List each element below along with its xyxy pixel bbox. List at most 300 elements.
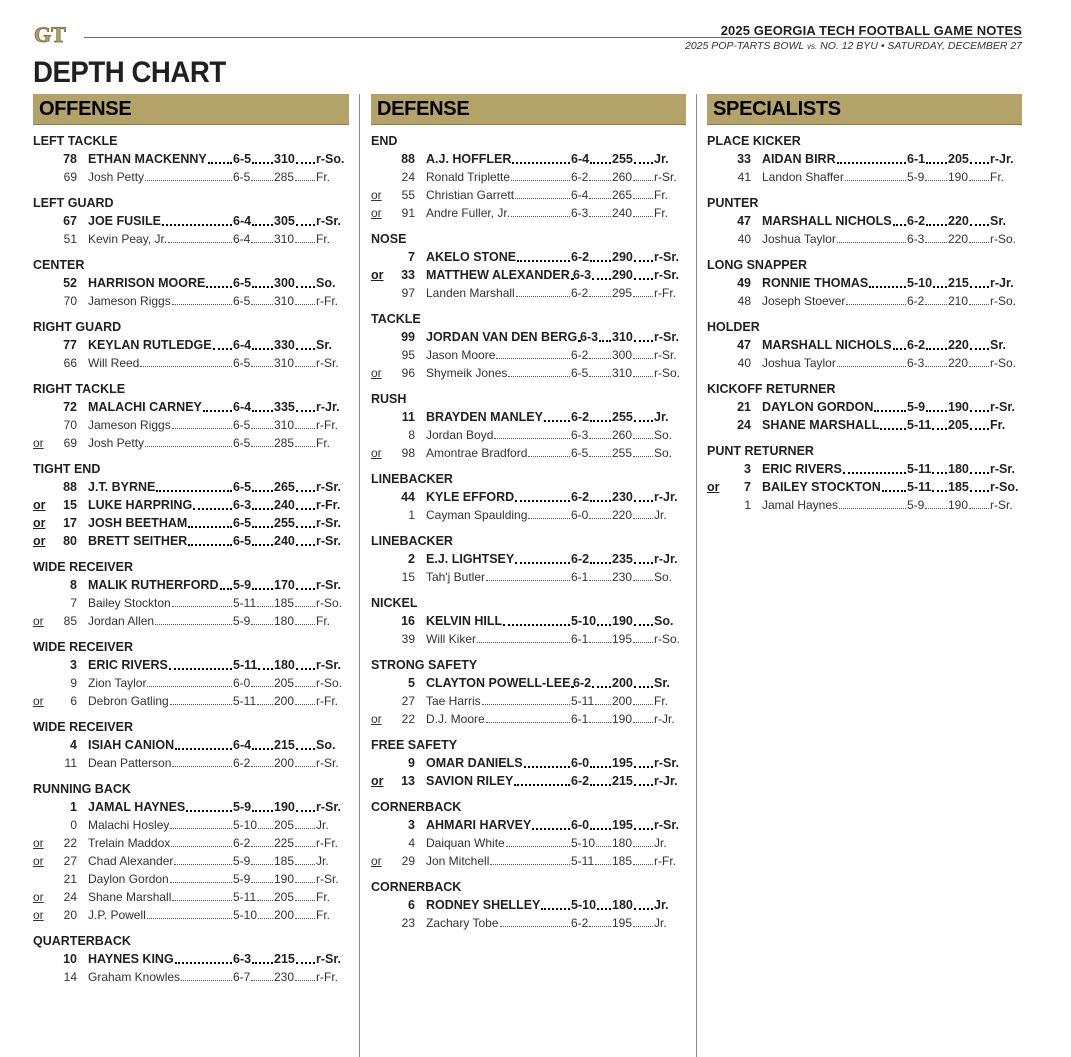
position-quarterback [33, 933, 349, 986]
player-height: 6-2 [571, 348, 589, 362]
player-row [371, 408, 686, 426]
leader-dots-1 [528, 518, 570, 519]
leader-dots-2 [590, 260, 611, 262]
leader-dots-3 [295, 606, 315, 607]
leader-dots-2 [595, 704, 611, 705]
player-name: Amontrae Bradford [426, 446, 528, 460]
position-label: LEFT GUARD [33, 196, 114, 210]
jersey-number: 22 [63, 836, 77, 850]
leader-dots-1 [220, 588, 232, 590]
player-row [33, 336, 349, 354]
player-row [33, 514, 349, 532]
position-label: RIGHT TACKLE [33, 382, 126, 396]
player-height: 6-5 [571, 446, 589, 460]
player-class: r-Fr. [316, 418, 338, 432]
position-tackle [371, 311, 686, 382]
player-weight: 195 [612, 632, 633, 646]
player-weight: 185 [274, 596, 295, 610]
leader-dots-3 [634, 260, 653, 262]
leader-dots-1 [477, 642, 570, 643]
player-weight: 305 [274, 214, 295, 228]
player-row [371, 204, 686, 222]
leader-dots-1 [516, 296, 570, 297]
player-name: LUKE HARPRING [88, 498, 193, 512]
player-class: r-Jr. [654, 490, 678, 504]
player-height: 6-4 [233, 738, 252, 752]
leader-dots-1 [837, 242, 906, 243]
position-label: LINEBACKER [371, 534, 453, 548]
jersey-number: 88 [401, 152, 415, 166]
player-height: 6-3 [580, 330, 599, 344]
leader-dots-3 [295, 882, 315, 883]
player-name: SHANE MARSHALL [762, 418, 880, 432]
leader-dots-1 [170, 704, 232, 705]
player-weight: 220 [948, 232, 969, 246]
leader-dots-1 [206, 286, 232, 288]
jersey-number: 6 [408, 898, 415, 912]
position-label: NOSE [371, 232, 407, 246]
player-class: Fr. [316, 170, 330, 184]
jersey-number: 69 [63, 436, 77, 450]
jersey-number: 51 [63, 232, 77, 246]
leader-dots-3 [295, 180, 315, 181]
position-label: WIDE RECEIVER [33, 560, 134, 574]
player-class: Sr. [654, 676, 670, 690]
player-weight: 215 [948, 276, 969, 290]
player-weight: 290 [612, 250, 633, 264]
leader-dots-3 [633, 926, 653, 927]
jersey-number: 4 [70, 738, 77, 752]
leader-dots-1 [880, 428, 906, 430]
svg-text:GT: GT [34, 22, 66, 47]
jersey-number: 24 [401, 170, 415, 184]
player-weight: 260 [612, 428, 633, 442]
leader-dots-2 [589, 198, 611, 199]
leader-dots-2 [251, 366, 273, 367]
leader-dots-3 [296, 962, 315, 964]
player-class: r-Sr. [654, 756, 680, 770]
player-height: 5-9 [907, 498, 925, 512]
leader-dots-2 [926, 162, 947, 164]
leader-dots-3 [295, 686, 315, 687]
position-wide-receiver [33, 559, 349, 630]
jersey-number: 22 [401, 712, 415, 726]
player-class: r-Jr. [990, 152, 1014, 166]
leader-dots-1 [156, 490, 232, 492]
player-weight: 190 [274, 872, 295, 886]
player-row [33, 168, 349, 186]
player-height: 6-2 [233, 836, 251, 850]
player-name: Joshua Taylor [762, 356, 836, 370]
player-row [371, 816, 686, 834]
player-row [707, 496, 1022, 514]
player-height: 6-4 [571, 188, 589, 202]
player-weight: 195 [612, 916, 633, 930]
player-class: Fr. [316, 614, 330, 628]
jersey-number: 11 [64, 756, 77, 770]
leader-dots-3 [295, 900, 315, 901]
player-name: KEYLAN RUTLEDGE [88, 338, 212, 352]
player-name: Graham Knowles [88, 970, 181, 984]
or-marker: or [33, 436, 44, 450]
player-name: E.J. LIGHTSEY [426, 552, 515, 566]
jersey-number: 23 [401, 916, 415, 930]
position-kickoff-returner [707, 381, 1022, 434]
player-class: Fr. [316, 908, 330, 922]
player-row [707, 150, 1022, 168]
jersey-number: 1 [70, 800, 77, 814]
offense-banner: OFFENSE [33, 94, 349, 125]
leader-dots-1 [515, 562, 570, 564]
leader-dots-1 [494, 438, 570, 439]
leader-dots-3 [295, 304, 315, 305]
player-row [33, 754, 349, 772]
player-height: 5-9 [233, 854, 251, 868]
player-name: MALACHI CARNEY [88, 400, 202, 414]
jersey-number: 15 [401, 570, 415, 584]
leader-dots-2 [925, 180, 947, 181]
player-weight: 185 [274, 854, 295, 868]
leader-dots-2 [925, 508, 947, 509]
player-row [33, 292, 349, 310]
player-height: 5-11 [233, 890, 257, 904]
player-class: r-Jr. [654, 552, 678, 566]
player-height: 6-0 [233, 676, 251, 690]
jersey-number: 8 [408, 428, 415, 442]
leader-dots-2 [251, 686, 273, 687]
leader-dots-2 [251, 846, 273, 847]
leader-dots-2 [595, 864, 611, 865]
player-row [371, 692, 686, 710]
leader-dots-3 [633, 376, 653, 377]
player-weight: 290 [612, 268, 633, 282]
leader-dots-2 [251, 446, 273, 447]
leader-dots-3 [969, 508, 989, 509]
leader-dots-2 [251, 624, 273, 625]
player-height: 6-2 [571, 774, 590, 788]
player-class: So. [316, 738, 336, 752]
leader-dots-2 [590, 162, 611, 164]
player-height: 6-3 [573, 268, 592, 282]
or-marker: or [371, 188, 382, 202]
leader-dots-3 [296, 544, 315, 546]
player-name: SAVION RILEY [426, 774, 514, 788]
leader-dots-2 [932, 428, 947, 430]
specialists-banner: SPECIALISTS [707, 94, 1022, 125]
leader-dots-2 [257, 704, 273, 705]
player-weight: 180 [274, 658, 295, 672]
player-height: 6-4 [233, 214, 252, 228]
position-label: CENTER [33, 258, 85, 272]
position-left-tackle [33, 133, 349, 186]
player-class: r-Sr. [990, 462, 1016, 476]
player-row [33, 656, 349, 674]
position-label: FREE SAFETY [371, 738, 458, 752]
player-weight: 285 [274, 436, 295, 450]
player-height: 5-10 [907, 276, 933, 290]
position-label: RUSH [371, 392, 407, 406]
player-weight: 220 [948, 338, 969, 352]
jersey-number: 70 [63, 294, 77, 308]
position-long-snapper [707, 257, 1022, 310]
player-weight: 310 [274, 152, 295, 166]
player-row [371, 674, 686, 692]
player-class: Fr. [990, 418, 1006, 432]
leader-dots-1 [174, 864, 232, 865]
leader-dots-2 [589, 926, 611, 927]
player-row [33, 798, 349, 816]
leader-dots-3 [634, 784, 653, 786]
player-height: 5-11 [571, 854, 595, 868]
player-weight: 190 [948, 170, 969, 184]
position-label: STRONG SAFETY [371, 658, 478, 672]
leader-dots-1 [175, 748, 232, 750]
leader-dots-2 [589, 722, 611, 723]
player-class: r-So. [316, 676, 343, 690]
specialists-column [707, 94, 1022, 523]
player-weight: 200 [612, 694, 633, 708]
player-weight: 300 [274, 276, 295, 290]
player-class: Jr. [654, 410, 669, 424]
player-class: Fr. [654, 188, 668, 202]
leader-dots-2 [590, 420, 611, 422]
player-name: AIDAN BIRR [762, 152, 836, 166]
player-row [33, 354, 349, 372]
player-name: JAMAL HAYNES [88, 800, 186, 814]
player-class: So. [654, 570, 673, 584]
leader-dots-1 [514, 784, 570, 786]
player-name: Josh Petty [88, 170, 145, 184]
jersey-number: 9 [70, 676, 77, 690]
player-weight: 260 [612, 170, 633, 184]
position-label: CORNERBACK [371, 800, 462, 814]
player-class: Fr. [990, 170, 1004, 184]
leader-dots-2 [257, 606, 273, 607]
player-name: ERIC RIVERS [88, 658, 168, 672]
leader-dots-3 [296, 348, 315, 350]
position-label: WIDE RECEIVER [33, 640, 134, 654]
jersey-number: 39 [401, 632, 415, 646]
leader-dots-2 [257, 900, 273, 901]
position-center [33, 257, 349, 310]
leader-dots-1 [172, 766, 232, 767]
player-name: Shymeik Jones [426, 366, 508, 380]
leader-dots-3 [970, 162, 989, 164]
leader-dots-2 [252, 162, 273, 164]
player-name: Jon Mitchell [426, 854, 490, 868]
position-label: LONG SNAPPER [707, 258, 808, 272]
leader-dots-2 [592, 278, 611, 280]
jersey-number: 96 [401, 366, 415, 380]
player-weight: 195 [612, 756, 633, 770]
player-class: So. [654, 446, 673, 460]
player-class: Fr. [316, 436, 330, 450]
leader-dots-2 [589, 180, 611, 181]
position-free-safety [371, 737, 686, 790]
leader-dots-1 [511, 216, 570, 217]
leader-dots-3 [295, 242, 315, 243]
jersey-number: 24 [63, 890, 77, 904]
player-height: 6-1 [571, 632, 589, 646]
player-row [707, 292, 1022, 310]
player-weight: 195 [612, 818, 633, 832]
player-class: Fr. [654, 206, 668, 220]
player-row [707, 460, 1022, 478]
player-height: 6-5 [233, 516, 252, 530]
leader-dots-1 [503, 624, 570, 626]
leader-dots-3 [295, 864, 315, 865]
player-height: 6-3 [571, 428, 589, 442]
position-punt-returner [707, 443, 1022, 514]
position-nose [371, 231, 686, 302]
leader-dots-2 [599, 340, 611, 342]
leader-dots-1 [837, 162, 906, 164]
player-weight: 200 [274, 694, 295, 708]
leader-dots-3 [969, 242, 989, 243]
player-class: r-Sr. [316, 534, 342, 548]
player-weight: 230 [612, 490, 633, 504]
jersey-number: 49 [737, 276, 751, 290]
leader-dots-3 [295, 704, 315, 705]
player-name: ETHAN MACKENNY [88, 152, 207, 166]
player-height: 5-11 [907, 462, 932, 476]
position-cornerback [371, 879, 686, 932]
player-height: 6-2 [907, 338, 926, 352]
player-name: Tah'j Butler [426, 570, 485, 584]
or-marker: or [371, 854, 382, 868]
jersey-number: 27 [63, 854, 77, 868]
or-marker: or [33, 694, 44, 708]
leader-dots-1 [213, 348, 232, 350]
player-class: So. [316, 276, 336, 290]
player-class: Sr. [990, 214, 1006, 228]
player-height: 6-5 [233, 356, 251, 370]
position-label: PUNTER [707, 196, 759, 210]
leader-dots-1 [181, 980, 232, 981]
leader-dots-1 [506, 846, 570, 847]
player-class: r-Sr. [990, 400, 1016, 414]
player-row [371, 914, 686, 932]
leader-dots-3 [633, 358, 653, 359]
player-class: Fr. [316, 232, 330, 246]
player-row [707, 416, 1022, 434]
leader-dots-3 [296, 588, 315, 590]
jersey-number: 78 [63, 152, 77, 166]
jersey-number: 67 [63, 214, 77, 228]
leader-dots-1 [170, 882, 232, 883]
player-name: Jameson Riggs [88, 418, 171, 432]
leader-dots-2 [932, 472, 947, 474]
player-height: 5-9 [233, 578, 252, 592]
player-class: Jr. [654, 508, 667, 522]
player-name: AKELO STONE [426, 250, 517, 264]
player-name: D.J. Moore [426, 712, 485, 726]
player-class: r-Sr. [316, 952, 342, 966]
player-name: Josh Petty [88, 436, 145, 450]
position-linebacker [371, 533, 686, 586]
leader-dots-1 [515, 198, 570, 199]
player-height: 6-2 [571, 916, 589, 930]
player-height: 6-4 [571, 152, 590, 166]
or-marker: or [371, 712, 382, 726]
or-marker: or [33, 516, 46, 530]
leader-dots-2 [589, 296, 611, 297]
player-name: Joshua Taylor [762, 232, 836, 246]
leader-dots-2 [251, 864, 273, 865]
jersey-number: 66 [63, 356, 77, 370]
player-weight: 230 [612, 570, 633, 584]
player-row [371, 186, 686, 204]
position-label: PLACE KICKER [707, 134, 801, 148]
player-height: 5-9 [907, 170, 925, 184]
position-end [371, 133, 686, 222]
player-height: 6-7 [233, 970, 251, 984]
player-row [707, 230, 1022, 248]
player-class: r-Sr. [316, 480, 342, 494]
player-name: Jordan Allen [88, 614, 155, 628]
player-row [33, 736, 349, 754]
leader-dots-3 [634, 624, 653, 626]
leader-dots-1 [155, 624, 232, 625]
player-weight: 190 [612, 712, 633, 726]
or-marker: or [371, 366, 382, 380]
player-name: Andre Fuller, Jr. [426, 206, 511, 220]
player-name: AHMARI HARVEY [426, 818, 532, 832]
leader-dots-1 [140, 366, 232, 367]
player-weight: 210 [948, 294, 969, 308]
or-marker: or [371, 446, 382, 460]
position-label: END [371, 134, 398, 148]
leader-dots-3 [295, 828, 315, 829]
player-height: 5-10 [571, 614, 597, 628]
jersey-number: 6 [70, 694, 77, 708]
player-height: 5-11 [233, 658, 258, 672]
jersey-number: 10 [63, 952, 77, 966]
leader-dots-1 [147, 686, 232, 687]
player-row [371, 364, 686, 382]
player-row [707, 354, 1022, 372]
leader-dots-3 [633, 456, 653, 457]
player-name: KYLE EFFORD [426, 490, 515, 504]
player-row [33, 888, 349, 906]
jersey-number: 27 [401, 694, 415, 708]
leader-dots-2 [926, 224, 947, 226]
player-row [707, 398, 1022, 416]
jersey-number: 7 [408, 250, 415, 264]
leader-dots-3 [634, 340, 653, 342]
player-name: Shane Marshall [88, 890, 172, 904]
position-right-guard [33, 319, 349, 372]
jersey-number: 13 [401, 774, 415, 788]
jersey-number: 5 [408, 676, 415, 690]
player-height: 6-5 [233, 170, 251, 184]
player-class: r-Sr. [654, 170, 677, 184]
leader-dots-1 [544, 420, 570, 422]
player-row [33, 692, 349, 710]
leader-dots-3 [970, 428, 989, 430]
leader-dots-3 [634, 828, 653, 830]
leader-dots-1 [839, 508, 906, 509]
leader-dots-2 [251, 882, 273, 883]
player-class: So. [654, 614, 674, 628]
player-row [371, 772, 686, 790]
player-height: 6-2 [907, 294, 925, 308]
player-row [33, 434, 349, 452]
leader-dots-1 [571, 686, 572, 688]
leader-dots-1 [869, 286, 906, 288]
player-height: 6-2 [571, 552, 590, 566]
position-label: KICKOFF RETURNER [707, 382, 836, 396]
